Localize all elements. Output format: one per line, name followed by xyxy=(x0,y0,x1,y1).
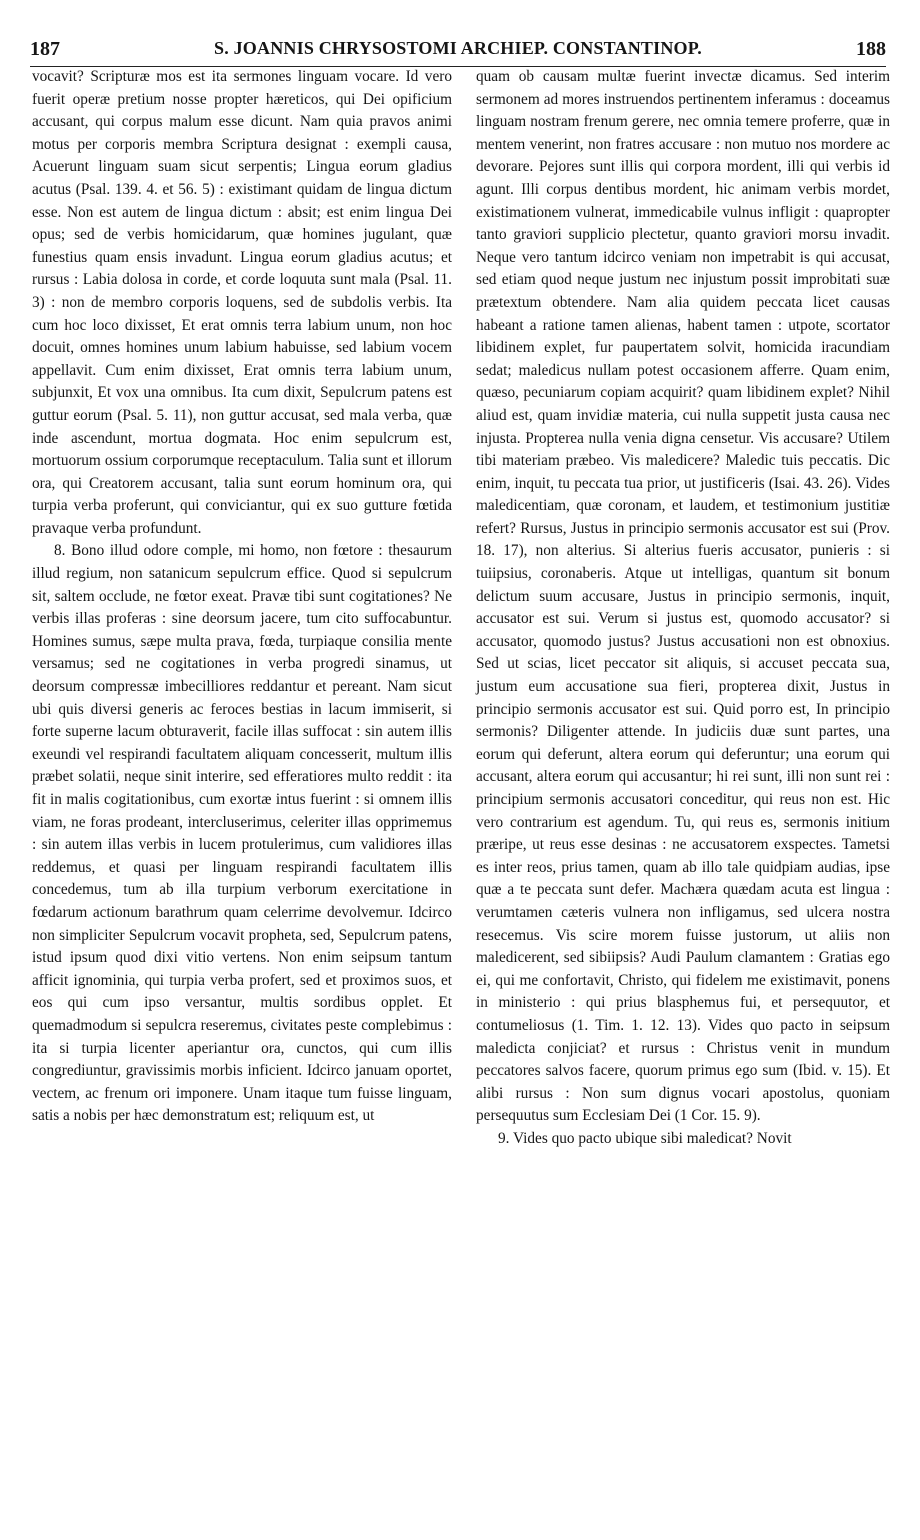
paragraph: 9. Vides quo pacto ubique sibi maledicat? Novit xyxy=(498,1129,792,1147)
left-column xyxy=(32,66,452,1128)
page-header xyxy=(30,34,886,67)
page-number-right: 188 xyxy=(856,38,886,60)
paragraph: quam ob causam multæ fuerint invectæ dicamus. Sed interim sermonem ad mores instruendos pertinentem inferamus : doceamus linguam nostram frenum gerere, nec omnia temere proferre, quæ in mentem venerint, non fratres accusare : non mutuo nos mordere ac devorare. Pejores sunt illis qui corpora mordent, illi qui verbis id agunt. Illi corpus dentibus mordent, hic animam verbis mordet, existimationem vulnerat, immedicabile vulnus infligit : quapropter tanto graviori supplicio plectetur, quanto graviori morsu invadit. Neque vero tantum idcirco veniam non impetrabit is qui accusat, sed etiam quod neque justum nec injustum possit improbitati suæ prætextum obtendere. Nam alia quidem peccata licet causas habeant a ratione tamen alienas, habent tamen : utpote, scortator libidinem explet, fur paupertatem solvit, homicida iracundiam sedat; maledicus nullam potest occasionem afferre. Quam enim, quæso, pecuniarum copiam acquirit? quam libidinem explet? Nihil aliud est, quam invidiæ materia, cui nulla suppetit justa causa nec injusta. Propterea nulla venia digna censetur. Vis accusare? Utilem tibi materiam præbeo. Vis maledicere? Maledic tuis peccatis. Dic enim, inquit, tu peccata tua prior, ut justificeris (Isai. 43. 26). Vides maledicentiam, quæ coronam, et laudem, et testimonium justitiæ refert? Rursus, Justus in principio sermonis accusator est sui (Prov. 18. 17), non alterius. Si alterius fueris accusator, punieris : si tuiipsius, coronaberis. Atque ut intelligas, quantum sit bonum delictum suum accusare, Justus in principio sermonis, inquit, accusator est sui. Verum si justus est, quomodo accusator? si accusator, quomodo justus? Justus accusationi non est obnoxius. Sed ut scias, licet peccator sit aliquis, si accuset peccata sua, justum eum accusatione sua fieri, propterea dixit, Justus in principio sermonis accusator est sui. Quid porro est, In principio sermonis? Diligenter attende. In judiciis duæ sunt partes, una eorum qui deferunt, altera eorum qui deferuntur; una eorum qui accusant, altera eorum qui accusantur; hi rei sunt, illi non sunt rei : principium sermonis accusatori conceditur, qui reus non est. Hic vero contrarium est agendum. Tu, qui reus es, sermonis initium præripe, ut reus esse desinas : ne accusatorem exspectes. Tametsi es inter reos, prius tamen, quam ab illo tale quidpiam audias, ipse quæ a te peccata sunt defer. Machæra quædam acuta est lingua : verumtamen cæteris vulnera non infligamus, sed ulcera nostra resecemus. Vis scire morem fuisse justorum, ut aliis non maledicerent, sed sibiipsis? Audi Paulum clamantem : Gratias ego ei, qui me confortavit, Christo, qui fidelem me existimavit, ponens in ministerio : qui prius blasphemus fui, et persequutor, et contumeliosus (1. Tim. 1. 12. 13). Vides quo pacto in seipsum maledicta conjiciat? et rursus : Christus venit in mundum peccatores salvos facere, quorum primus ego sum (Ibid. v. 15). Et alibi rursus : Non sum dignus vocari apostolus, quoniam persequutus sum Ecclesiam Dei (1 Cor. 15. 9). xyxy=(476,68,890,1125)
paragraph: vocavit? Scripturæ mos est ita sermones linguam vocare. Id vero fuerit operæ pretium nosse propter hæreticos, qui Dei opificium accusant, qui corpus malum esse dicunt. Nam quia pravos animi motus per corporis membra Scriptura designat : exempli causa, Acuerunt linguam suam sicut serpentis; Lingua eorum gladius acutus (Psal. 139. 4. et 56. 5) : existimant quidam de lingua dictum esse. Non est autem de lingua dictum : absit; est enim lingua Dei opus; sed de verbis homicidarum, quæ homines jugulant, quæ funestius quam ensis invadunt. Lingua eorum gladius acutus; et rursus : Labia dolosa in corde, et corde loquuta sunt mala (Psal. 11. 3) : non de membro corporis loquens, sed de subdolis verbis. Ita cum hoc loco dixisset, Et erat omnis terra labium unum, non hoc docuit, omnes homines unum labium habuisse, sed labium vocem appellavit. Cum enim dixisset, Erat omnis terra labium unum, subjunxit, Et vox una omnibus. Ita cum dixit, Sepulcrum patens est guttur eorum (Psal. 5. 11), non guttur accusat, sed mala verba, quæ inde ascendunt, mortua dogmata. Hoc enim sepulcrum est, mortuorum ossium corporumque receptaculum. Talia sunt et illorum ora, qui Creatorem accusant, talia sunt eorum hominum ora, qui turpia verba proferunt, qui conviciantur, qui ex suo gutture fœtida pravaque verba profundunt. xyxy=(32,68,452,537)
right-column xyxy=(476,66,890,1151)
page-number-left: 187 xyxy=(30,38,60,60)
paragraph: 8. Bono illud odore comple, mi homo, non fœtore : thesaurum illud regium, non satanicum sepulcrum effice. Quod si sepulcrum sit, saltem occlude, ne fœtor exeat. Pravæ tibi sunt cogitationes? Ne verbis illas proferas : sine deorsum jacere, tum cito suffocabuntur. Homines sumus, sæpe multa prava, fœda, turpiaque consilia mente versamus; sed ne cogitationes in verba progredi sinamus, ut deorsum compressæ imbecilliores reddantur et pereant. Nam sicut ubi quis diversi generis ac feroces bestias in lacum immiserit, si forte superne lacum obturaverit, facile illas suffocat : sin autem illis exeundi vel respirandi facultatem aliquam concesserit, multum illis præbet solatii, neque sinit interire, sed efferatiores multo reddit : ita fit in malis cogitationibus, cum exortæ intus fuerint : si omnem illis viam, ne foras prodeant, intercluserimus, celeriter illas opprimemus : sin autem illas verbis in lucem protulerimus, cum validiores illas reddemus, et quasi per linguam respirandi facultatem illis concedemus, tum ab illa turpium verborum exercitatione in fœdarum actionum barathrum quam celerrime devolvemur. Idcirco non simpliciter Sepulcrum vocavit propheta, sed, Sepulcrum patens, istud ipsum quod dixi vitio vertens. Non enim seipsum tantum afficit ignominia, qui turpia verba profert, sed et proximos suos, et eos qui cum ipso versantur, multis sordibus opplet. Et quemadmodum si sepulcra reseremus, civitates peste complebimus : ita si turpia licenter aperiantur ora, cunctos, qui cum illis congrediuntur, gravissimis morbis inficient. Idcirco januam oportet, vectem, ac frenum ori imponere. Unam itaque tum fuisse linguam, satis a nobis per hæc demonstratum est; reliquum est, ut xyxy=(32,542,452,1125)
running-title: S. JOANNIS CHRYSOSTOMI ARCHIEP. CONSTANTINOP. xyxy=(214,38,702,58)
